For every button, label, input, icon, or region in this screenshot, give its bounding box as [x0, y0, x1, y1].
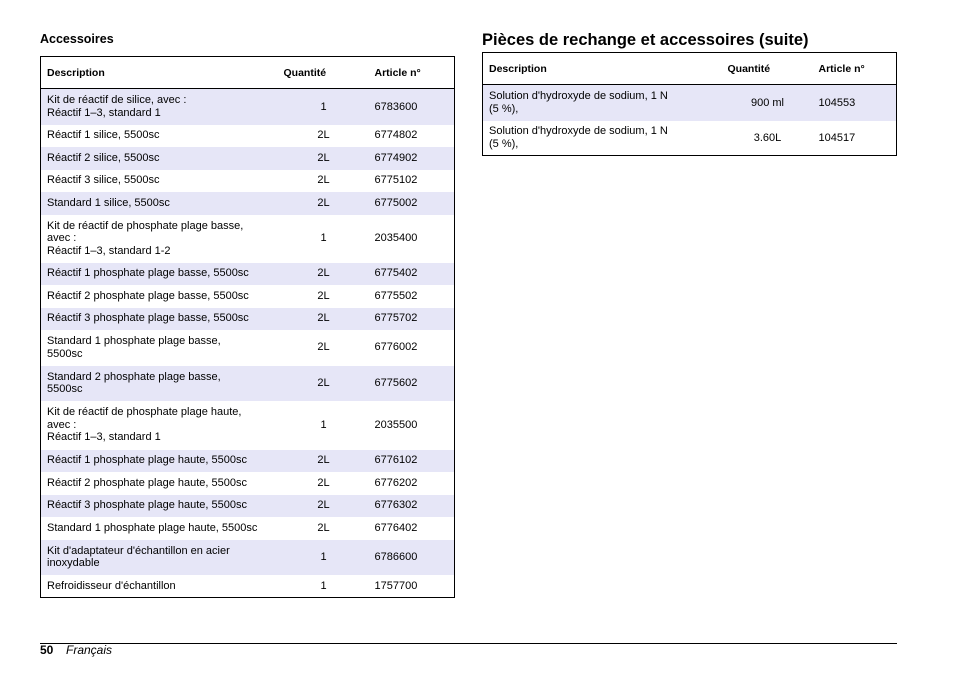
description-cell: Kit de réactif de silice, avec : Réactif 1–3, standard 1 [41, 89, 279, 125]
article-cell: 6775102 [374, 174, 418, 187]
table-row [41, 495, 455, 517]
header-description: Description [41, 57, 279, 89]
table-row [41, 472, 455, 495]
article-cell: 6775702 [369, 308, 455, 330]
header-article: Article n° [369, 57, 455, 89]
table-row [41, 125, 455, 147]
page-language: Français [66, 643, 113, 657]
description-cell: Solution d'hydroxyde de sodium, 1 N (5 %), [483, 85, 723, 121]
quantity-cell: 1 [279, 89, 369, 125]
description-cell: Standard 1 phosphate plage basse, 5500sc [47, 335, 221, 360]
quantity-cell: 2L [317, 289, 330, 302]
table-row [41, 89, 455, 125]
spare-parts-heading: Pièces de rechange et accessoires (suite) [482, 31, 809, 49]
quantity-cell: 1 [279, 540, 369, 575]
table-row [41, 366, 455, 401]
description-cell: Réactif 1 phosphate plage haute, 5500sc [41, 450, 279, 472]
article-cell: 6775002 [369, 192, 455, 215]
description-cell: Refroidisseur d'échantillon [47, 579, 176, 592]
description-cell: Réactif 1 silice, 5500sc [47, 129, 160, 142]
quantity-cell: 2L [317, 341, 330, 354]
footer-divider [40, 643, 897, 644]
article-cell: 6776102 [369, 450, 455, 472]
spare-parts-table-body [483, 85, 897, 156]
article-cell: 6776202 [374, 476, 418, 489]
description-cell: Standard 1 silice, 5500sc [41, 192, 279, 215]
description-cell: Réactif 2 phosphate plage basse, 5500sc [47, 289, 249, 302]
description-cell: Kit de réactif de phosphate plage haute, avec : Réactif 1–3, standard 1 [47, 406, 242, 444]
description-cell: Standard 1 phosphate plage haute, 5500sc [47, 521, 258, 534]
page-number: 50 [40, 643, 54, 657]
table-row [41, 215, 455, 263]
quantity-cell: 2L [279, 263, 369, 285]
table-row [483, 85, 897, 121]
quantity-cell: 900 ml [723, 85, 813, 121]
description-cell: Solution d'hydroxyde de sodium, 1 N (5 %), [489, 125, 668, 150]
quantity-cell: 2L [279, 147, 369, 170]
article-cell: 104553 [813, 85, 897, 121]
quantity-cell: 2L [317, 174, 330, 187]
description-cell: Réactif 2 silice, 5500sc [41, 147, 279, 170]
article-cell: 6775602 [369, 366, 455, 401]
header-article: Article n° [813, 53, 897, 85]
table-row [483, 121, 897, 156]
header-quantity: Quantité [279, 57, 369, 89]
article-cell: 6775502 [374, 289, 418, 302]
description-cell: Kit de réactif de phosphate plage basse, avec : Réactif 1–3, standard 1-2 [47, 219, 244, 257]
table-row [41, 263, 455, 285]
quantity-cell: 1 [320, 579, 327, 592]
article-cell: 6776402 [374, 521, 418, 534]
article-cell: 2035400 [374, 232, 418, 245]
table-row [41, 308, 455, 330]
article-cell: 1757700 [374, 579, 418, 592]
quantity-cell: 2L [279, 308, 369, 330]
description-cell: Kit d'adaptateur d'échantillon en acier inoxydable [41, 540, 279, 575]
quantity-cell: 1 [320, 232, 327, 245]
description-cell: Réactif 1 phosphate plage basse, 5500sc [41, 263, 279, 285]
table-row [41, 401, 455, 450]
table-row [41, 575, 455, 598]
quantity-cell: 1 [320, 418, 327, 431]
article-cell: 6775402 [369, 263, 455, 285]
description-cell: Réactif 3 silice, 5500sc [47, 174, 160, 187]
quantity-cell: 2L [317, 476, 330, 489]
table-row [41, 285, 455, 308]
table-row [41, 170, 455, 192]
quantity-cell: 2L [279, 366, 369, 401]
article-cell: 6774902 [369, 147, 455, 170]
table-row [41, 540, 455, 575]
description-cell: Réactif 3 phosphate plage haute, 5500sc [41, 495, 279, 517]
quantity-cell: 3.60L [753, 131, 782, 144]
article-cell: 6774802 [374, 129, 418, 142]
quantity-cell: 2L [317, 521, 330, 534]
quantity-cell: 2L [279, 450, 369, 472]
accessories-table-body [41, 89, 455, 598]
accessories-heading: Accessoires [40, 32, 114, 46]
article-cell: 2035500 [374, 418, 418, 431]
table-row [41, 147, 455, 170]
quantity-cell: 2L [279, 495, 369, 517]
table-row [41, 192, 455, 215]
header-quantity: Quantité [723, 53, 813, 85]
article-cell: 6776302 [369, 495, 455, 517]
description-cell: Standard 2 phosphate plage basse, 5500sc [41, 366, 279, 401]
header-description: Description [483, 53, 723, 85]
description-cell: Réactif 2 phosphate plage haute, 5500sc [47, 476, 247, 489]
spare-parts-table [482, 52, 897, 156]
description-cell: Réactif 3 phosphate plage basse, 5500sc [41, 308, 279, 330]
article-cell: 6783600 [369, 89, 455, 125]
article-cell: 6786600 [369, 540, 455, 575]
table-row [41, 330, 455, 366]
table-row [41, 517, 455, 540]
article-cell: 6776002 [374, 341, 418, 354]
table-row [41, 450, 455, 472]
quantity-cell: 2L [279, 192, 369, 215]
article-cell: 104517 [818, 131, 856, 144]
accessories-table [40, 56, 455, 598]
quantity-cell: 2L [317, 129, 330, 142]
